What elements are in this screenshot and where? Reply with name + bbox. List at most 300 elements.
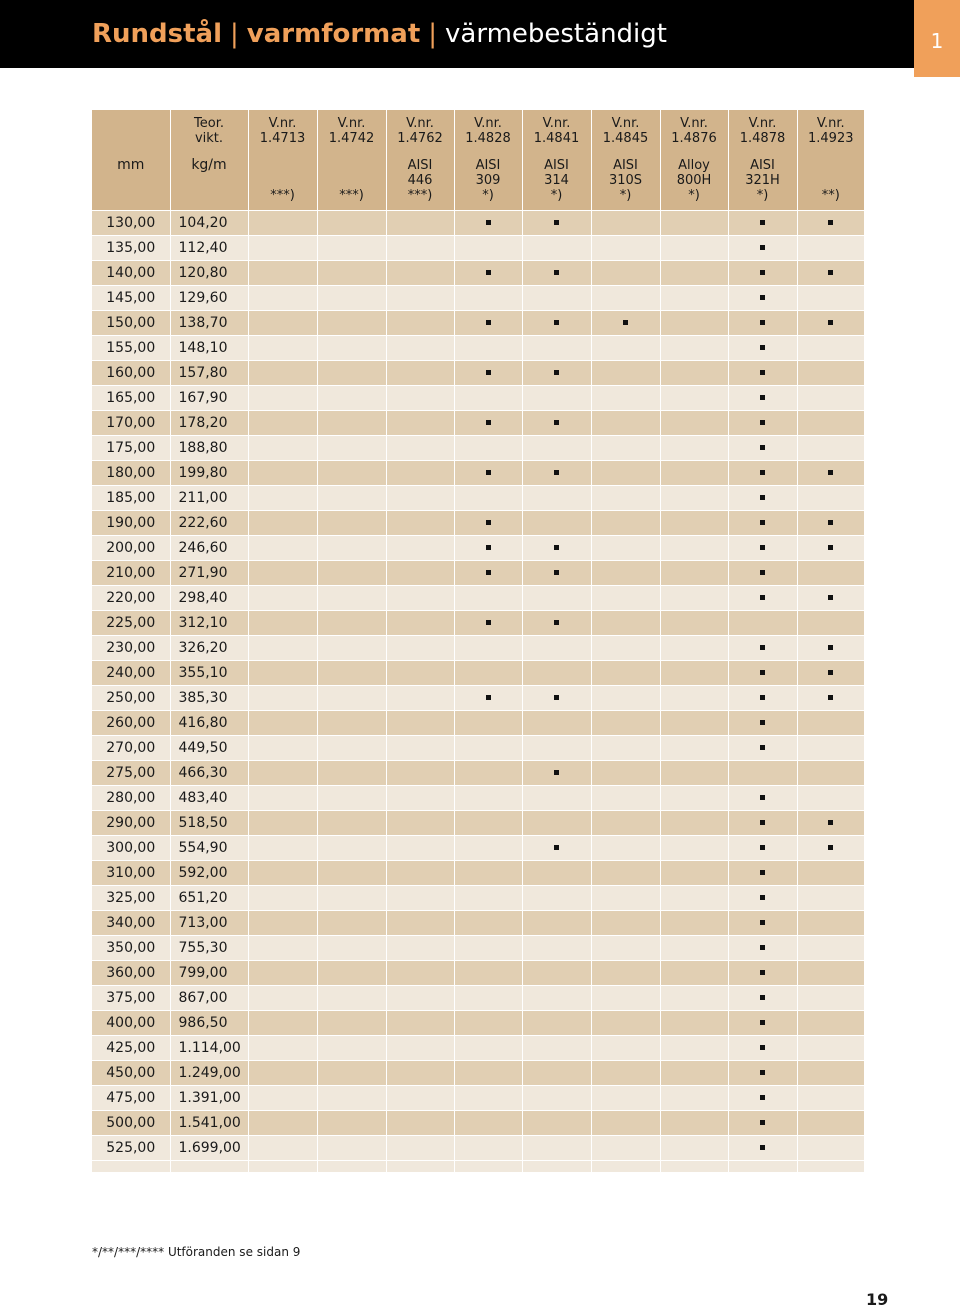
column-spec: AISI 314	[544, 158, 569, 188]
cell-availability	[728, 710, 797, 735]
column-header-7	[591, 110, 660, 152]
cell-availability	[591, 735, 660, 760]
cell-availability	[660, 360, 728, 385]
cell-availability	[797, 960, 864, 985]
availability-dot-icon	[554, 470, 559, 475]
availability-dot-icon	[828, 545, 833, 550]
column-header-3	[317, 110, 386, 152]
column-header-6	[522, 110, 591, 152]
cell-weight: 755,30	[170, 935, 248, 960]
cell-availability	[797, 610, 864, 635]
availability-dot-icon	[486, 620, 491, 625]
cell-availability	[386, 210, 454, 235]
cell-availability	[522, 735, 591, 760]
cell-availability	[660, 385, 728, 410]
cell-availability	[728, 235, 797, 260]
empty-cell	[728, 1160, 797, 1172]
cell-availability	[660, 210, 728, 235]
availability-dot-icon	[554, 220, 559, 225]
cell-availability	[797, 710, 864, 735]
availability-dot-icon	[760, 445, 765, 450]
cell-availability	[317, 560, 386, 585]
cell-diameter: 280,00	[92, 785, 170, 810]
cell-availability	[728, 535, 797, 560]
column-footnote-mark: ***)	[339, 188, 364, 203]
cell-availability	[660, 1110, 728, 1135]
cell-availability	[454, 910, 522, 935]
column-subheader-4	[386, 152, 454, 210]
cell-availability	[660, 335, 728, 360]
cell-availability	[660, 660, 728, 685]
cell-availability	[386, 260, 454, 285]
cell-availability	[454, 360, 522, 385]
footnote: */**/***/**** Utföranden se sidan 9	[92, 1245, 301, 1259]
cell-availability	[248, 685, 317, 710]
table-row	[92, 360, 864, 385]
cell-availability	[248, 360, 317, 385]
cell-availability	[660, 460, 728, 485]
cell-diameter: 270,00	[92, 735, 170, 760]
cell-availability	[797, 660, 864, 685]
table-row	[92, 785, 864, 810]
cell-availability	[591, 785, 660, 810]
cell-availability	[454, 1135, 522, 1160]
cell-availability	[248, 535, 317, 560]
availability-dot-icon	[760, 970, 765, 975]
cell-availability	[522, 685, 591, 710]
cell-availability	[728, 860, 797, 885]
cell-availability	[454, 685, 522, 710]
cell-availability	[386, 960, 454, 985]
cell-availability	[454, 935, 522, 960]
cell-availability	[522, 810, 591, 835]
cell-availability	[317, 910, 386, 935]
cell-availability	[248, 710, 317, 735]
cell-availability	[317, 1035, 386, 1060]
cell-availability	[317, 935, 386, 960]
cell-availability	[728, 385, 797, 410]
cell-availability	[728, 210, 797, 235]
cell-availability	[454, 835, 522, 860]
table-row	[92, 910, 864, 935]
cell-availability	[522, 785, 591, 810]
cell-availability	[728, 1135, 797, 1160]
availability-dot-icon	[828, 695, 833, 700]
cell-availability	[797, 410, 864, 435]
cell-weight: 483,40	[170, 785, 248, 810]
cell-availability	[522, 1010, 591, 1035]
cell-availability	[454, 510, 522, 535]
column-footnote-mark: *)	[619, 188, 632, 203]
column-header-line1: V.nr.	[611, 116, 640, 131]
cell-availability	[386, 235, 454, 260]
availability-dot-icon	[760, 1145, 765, 1150]
cell-availability	[317, 435, 386, 460]
cell-availability	[386, 310, 454, 335]
cell-availability	[248, 785, 317, 810]
availability-dot-icon	[760, 895, 765, 900]
cell-weight: 1.699,00	[170, 1135, 248, 1160]
cell-availability	[522, 385, 591, 410]
cell-availability	[591, 860, 660, 885]
cell-availability	[591, 460, 660, 485]
cell-availability	[522, 860, 591, 885]
availability-dot-icon	[760, 695, 765, 700]
cell-availability	[522, 610, 591, 635]
table-row	[92, 1110, 864, 1135]
column-spec: Alloy 800H	[676, 158, 712, 188]
cell-weight: 1.391,00	[170, 1085, 248, 1110]
cell-availability	[522, 460, 591, 485]
cell-availability	[386, 1085, 454, 1110]
cell-availability	[248, 1135, 317, 1160]
cell-availability	[386, 360, 454, 385]
cell-availability	[797, 585, 864, 610]
availability-dot-icon	[760, 595, 765, 600]
table-row	[92, 660, 864, 685]
cell-availability	[454, 1110, 522, 1135]
cell-availability	[454, 860, 522, 885]
cell-diameter: 130,00	[92, 210, 170, 235]
cell-availability	[591, 285, 660, 310]
cell-diameter: 165,00	[92, 385, 170, 410]
cell-availability	[728, 335, 797, 360]
cell-availability	[522, 335, 591, 360]
cell-weight: 1.249,00	[170, 1060, 248, 1085]
cell-availability	[522, 235, 591, 260]
cell-diameter: 160,00	[92, 360, 170, 385]
cell-availability	[522, 885, 591, 910]
cell-availability	[317, 885, 386, 910]
cell-availability	[660, 1010, 728, 1035]
cell-availability	[454, 1060, 522, 1085]
cell-availability	[797, 435, 864, 460]
cell-weight: 148,10	[170, 335, 248, 360]
cell-availability	[660, 560, 728, 585]
cell-availability	[660, 235, 728, 260]
cell-availability	[660, 910, 728, 935]
cell-availability	[728, 1035, 797, 1060]
cell-availability	[797, 385, 864, 410]
cell-availability	[797, 210, 864, 235]
availability-dot-icon	[760, 995, 765, 1000]
cell-availability	[591, 610, 660, 635]
cell-weight: 355,10	[170, 660, 248, 685]
cell-availability	[591, 410, 660, 435]
cell-availability	[728, 435, 797, 460]
cell-availability	[454, 535, 522, 560]
cell-availability	[728, 660, 797, 685]
cell-availability	[728, 460, 797, 485]
cell-availability	[386, 860, 454, 885]
table-row	[92, 1085, 864, 1110]
cell-availability	[660, 260, 728, 285]
availability-dot-icon	[760, 1045, 765, 1050]
cell-availability	[591, 910, 660, 935]
availability-dot-icon	[828, 645, 833, 650]
cell-availability	[248, 960, 317, 985]
cell-availability	[591, 885, 660, 910]
cell-diameter: 155,00	[92, 335, 170, 360]
cell-availability	[660, 310, 728, 335]
cell-weight: 867,00	[170, 985, 248, 1010]
cell-availability	[660, 1085, 728, 1110]
cell-availability	[522, 585, 591, 610]
cell-availability	[386, 985, 454, 1010]
title-part-1: Rundstål	[92, 19, 223, 49]
availability-dot-icon	[760, 295, 765, 300]
empty-cell	[317, 1160, 386, 1172]
cell-weight: 104,20	[170, 210, 248, 235]
cell-diameter: 325,00	[92, 885, 170, 910]
cell-weight: 466,30	[170, 760, 248, 785]
cell-availability	[728, 760, 797, 785]
title-separator: |	[428, 19, 438, 49]
cell-availability	[797, 285, 864, 310]
cell-availability	[454, 260, 522, 285]
cell-availability	[386, 460, 454, 485]
table-row	[92, 885, 864, 910]
cell-diameter: 135,00	[92, 235, 170, 260]
cell-diameter: 525,00	[92, 1135, 170, 1160]
cell-availability	[317, 210, 386, 235]
cell-availability	[728, 960, 797, 985]
cell-diameter: 180,00	[92, 460, 170, 485]
cell-availability	[797, 935, 864, 960]
column-header-line2: vikt.	[194, 131, 224, 146]
cell-availability	[248, 1035, 317, 1060]
column-header-line1: Teor.	[194, 116, 224, 131]
title-part-2: varmformat	[246, 19, 421, 49]
cell-availability	[317, 735, 386, 760]
cell-availability	[454, 635, 522, 660]
column-subheader-3	[317, 152, 386, 210]
cell-availability	[591, 585, 660, 610]
cell-availability	[660, 860, 728, 885]
column-footnote-mark: **)	[821, 188, 840, 203]
availability-dot-icon	[554, 545, 559, 550]
cell-weight: 518,50	[170, 810, 248, 835]
availability-dot-icon	[554, 370, 559, 375]
availability-dot-icon	[828, 470, 833, 475]
column-header-line1: V.nr.	[680, 116, 708, 131]
cell-availability	[248, 1110, 317, 1135]
availability-dot-icon	[554, 270, 559, 275]
cell-diameter: 140,00	[92, 260, 170, 285]
cell-availability	[454, 710, 522, 735]
cell-availability	[248, 1085, 317, 1110]
column-header-1	[170, 110, 248, 152]
column-footnote-mark: *)	[756, 188, 769, 203]
cell-availability	[660, 410, 728, 435]
table-row	[92, 1060, 864, 1085]
cell-availability	[797, 560, 864, 585]
cell-weight: 416,80	[170, 710, 248, 735]
cell-availability	[660, 1135, 728, 1160]
availability-dot-icon	[554, 620, 559, 625]
cell-diameter: 375,00	[92, 985, 170, 1010]
cell-weight: 222,60	[170, 510, 248, 535]
page-header	[0, 0, 914, 68]
cell-availability	[797, 810, 864, 835]
availability-dot-icon	[760, 820, 765, 825]
cell-availability	[728, 810, 797, 835]
cell-diameter: 340,00	[92, 910, 170, 935]
cell-availability	[248, 885, 317, 910]
availability-dot-icon	[554, 695, 559, 700]
cell-availability	[522, 310, 591, 335]
cell-availability	[591, 385, 660, 410]
cell-availability	[454, 235, 522, 260]
availability-dot-icon	[760, 920, 765, 925]
cell-availability	[522, 535, 591, 560]
column-header-line1: V.nr.	[474, 116, 502, 131]
column-header-line2: 1.4713	[259, 131, 306, 146]
cell-diameter: 310,00	[92, 860, 170, 885]
empty-cell	[591, 1160, 660, 1172]
cell-availability	[317, 385, 386, 410]
cell-availability	[248, 585, 317, 610]
column-header-line1: V.nr.	[542, 116, 571, 131]
cell-availability	[317, 1085, 386, 1110]
availability-dot-icon	[760, 395, 765, 400]
column-footnote-mark: ***)	[407, 188, 433, 203]
cell-availability	[728, 485, 797, 510]
cell-availability	[728, 410, 797, 435]
cell-availability	[248, 385, 317, 410]
cell-availability	[248, 410, 317, 435]
cell-availability	[522, 660, 591, 685]
column-header-10	[797, 110, 864, 152]
cell-weight: 986,50	[170, 1010, 248, 1035]
cell-availability	[454, 285, 522, 310]
availability-dot-icon	[486, 520, 491, 525]
cell-availability	[386, 910, 454, 935]
cell-availability	[591, 985, 660, 1010]
cell-availability	[660, 960, 728, 985]
cell-availability	[317, 285, 386, 310]
column-subheader-2	[248, 152, 317, 210]
cell-availability	[660, 535, 728, 560]
table-row	[92, 585, 864, 610]
cell-availability	[248, 485, 317, 510]
availability-dot-icon	[760, 270, 765, 275]
table-row	[92, 510, 864, 535]
cell-availability	[248, 435, 317, 460]
availability-dot-icon	[760, 795, 765, 800]
cell-weight: 157,80	[170, 360, 248, 385]
cell-availability	[660, 835, 728, 860]
cell-availability	[317, 860, 386, 885]
cell-availability	[248, 335, 317, 360]
cell-availability	[591, 935, 660, 960]
cell-availability	[248, 210, 317, 235]
cell-availability	[248, 760, 317, 785]
cell-availability	[317, 710, 386, 735]
cell-diameter: 275,00	[92, 760, 170, 785]
empty-cell	[248, 1160, 317, 1172]
cell-availability	[386, 710, 454, 735]
cell-availability	[386, 385, 454, 410]
cell-availability	[660, 760, 728, 785]
cell-availability	[660, 985, 728, 1010]
cell-availability	[248, 285, 317, 310]
cell-diameter: 175,00	[92, 435, 170, 460]
availability-dot-icon	[760, 495, 765, 500]
availability-dot-icon	[760, 320, 765, 325]
table-row	[92, 435, 864, 460]
column-spec: AISI 310S	[608, 158, 643, 188]
cell-availability	[591, 685, 660, 710]
cell-weight: 199,80	[170, 460, 248, 485]
cell-availability	[386, 485, 454, 510]
cell-availability	[454, 385, 522, 410]
cell-availability	[728, 1085, 797, 1110]
cell-availability	[522, 360, 591, 385]
chapter-tab: 1	[914, 0, 960, 77]
cell-weight: 651,20	[170, 885, 248, 910]
cell-availability	[454, 335, 522, 360]
cell-availability	[797, 760, 864, 785]
cell-availability	[591, 310, 660, 335]
cell-availability	[317, 810, 386, 835]
table-row	[92, 635, 864, 660]
cell-availability	[797, 1085, 864, 1110]
column-header-line1: V.nr.	[406, 116, 434, 131]
cell-availability	[248, 310, 317, 335]
column-footnote-mark: *)	[688, 188, 700, 203]
cell-weight: 385,30	[170, 685, 248, 710]
cell-availability	[797, 835, 864, 860]
cell-availability	[797, 1060, 864, 1085]
cell-availability	[454, 1010, 522, 1035]
cell-availability	[591, 360, 660, 385]
cell-diameter: 450,00	[92, 1060, 170, 1085]
cell-availability	[591, 335, 660, 360]
cell-diameter: 290,00	[92, 810, 170, 835]
table-end-row	[92, 1160, 864, 1172]
cell-diameter: 145,00	[92, 285, 170, 310]
cell-availability	[522, 560, 591, 585]
availability-dot-icon	[554, 320, 559, 325]
column-footnote-mark: *)	[550, 188, 563, 203]
cell-availability	[660, 435, 728, 460]
cell-availability	[591, 835, 660, 860]
availability-dot-icon	[760, 645, 765, 650]
cell-weight: 799,00	[170, 960, 248, 985]
cell-availability	[386, 535, 454, 560]
cell-availability	[591, 1085, 660, 1110]
cell-availability	[317, 535, 386, 560]
cell-diameter: 260,00	[92, 710, 170, 735]
availability-dot-icon	[760, 745, 765, 750]
cell-availability	[797, 1035, 864, 1060]
cell-weight: 246,60	[170, 535, 248, 560]
cell-availability	[317, 685, 386, 710]
cell-availability	[454, 735, 522, 760]
column-header-line1: V.nr.	[816, 116, 845, 131]
cell-availability	[660, 610, 728, 635]
cell-availability	[660, 885, 728, 910]
column-spec: mm	[117, 157, 145, 173]
availability-dot-icon	[760, 1070, 765, 1075]
column-subheader-10	[797, 152, 864, 210]
cell-availability	[522, 285, 591, 310]
availability-dot-icon	[760, 520, 765, 525]
column-subheader-0	[92, 152, 170, 210]
cell-diameter: 150,00	[92, 310, 170, 335]
cell-availability	[797, 335, 864, 360]
